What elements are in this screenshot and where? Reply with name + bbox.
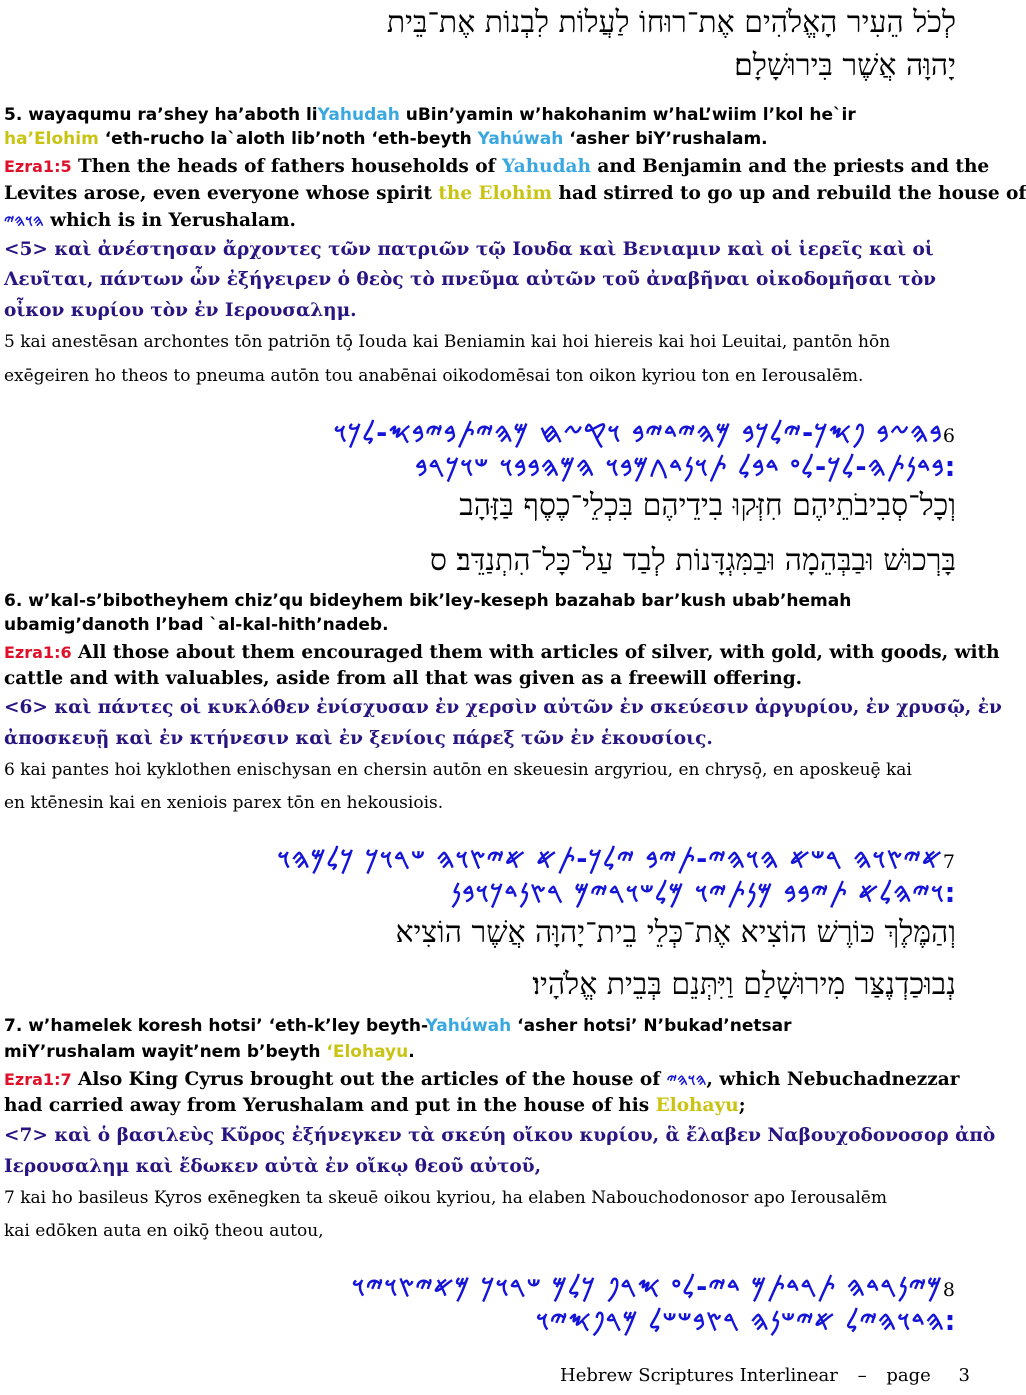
v6-transliteration-line-2: ubamig’danoth l’bad `al-kal-hith’nadeb.: [4, 615, 389, 635]
v7-hebrew-line-1: וְהַמֶּלֶךְ כּוֹרֶשׁ הוֹצִיא אֶת־כְּלֵי בֵית־יָהוָּה אֲשֶׁר הוֹצִיא: [395, 915, 956, 950]
v6-english-line-2: cattle and with valuables, aside from all that was given as a freewill offering.: [4, 668, 803, 689]
v5-greek-line-3: οἶκον κυρίου τὸν ἐν Ιερουσαλημ.: [4, 300, 357, 321]
divine-name-paleo: 𐤄𐤅𐤄𐤉: [4, 211, 44, 230]
v5-greek-line-2: Λευῖται, πάντων ὧν ἐξήγειρεν ὁ θεὸς τὸ πνεῦμα αὐτῶν τοῦ ἀναβῆναι οἰκοδομῆσαι τὸν: [4, 269, 937, 290]
verse-reference: Ezra1:5: [4, 157, 72, 176]
page-footer: [560, 1365, 970, 1386]
v5-hebrew-line-1: לְכֹל הֵעִיר הָאֱלֹהִים אֶת־רוּחוֹ לַעֲלוֹת לִבְנוֹת אֶת־בֵּית: [386, 5, 956, 40]
v5-transliteration-line-1: 5. wayaqumu ra’shey ha’aboth liYahudah uBin’yamin w’hakohanim w’haL’wiim l’kol he`ir: [4, 105, 856, 125]
v6-greek-line-1: <6> καὶ πάντες οἱ κυκλόθεν ἐνίσχυσαν ἐν χερσὶν αὐτῶν ἐν σκεύεσιν ἀργυρίου, ἐν χρυσῷ, ἐν: [4, 697, 1002, 718]
yahuwah-name: Yahúwah: [477, 129, 564, 149]
elohayu-name: ‘Elohayu: [326, 1042, 409, 1062]
v6-paleo-line-2: ׃𐤁𐤃𐤍𐤕𐤄-𐤋𐤊-𐤋𐤏 𐤃𐤁𐤋 𐤕𐤅𐤍𐤃𐤂𐤌𐤁𐤅 𐤄𐤌𐤄𐤁𐤁𐤅 𐤔𐤅𐤊𐤓𐤁: [415, 452, 956, 483]
divine-name-paleo: 𐤄𐤅𐤄𐤉: [666, 1070, 707, 1089]
v7-greek-line-2: Ιερουσαλημ καὶ ἔδωκεν αὐτὰ ἐν οἴκῳ θεοῦ αὐτοῦ,: [4, 1156, 542, 1177]
v6-greek-line-2: ἀποσκευῇ καὶ ἐν κτήνεσιν καὶ ἐν ξενίοις πάρεξ τῶν ἐν ἑκουσίοις.: [4, 728, 713, 749]
verse-reference: Ezra1:6: [4, 643, 72, 662]
v7-transliteration-line-1: 7. w’hamelek koresh hotsi’ ‘eth-k’ley beyth-Yahúwah ‘asher hotsi’ N’bukad’netsar: [4, 1016, 792, 1036]
v7-hebrew-line-2: נְבוּכַדְנֶצַּר מִירוּשָׁלַם וַיִּתְּנֵם בְּבֵית אֱלֹהָיו׃: [532, 967, 956, 1002]
yahuwah-name: Yahúwah: [425, 1016, 512, 1036]
v6-hebrew-line-2: בָּרְכוּשׁ וּבַבְּהֵמָה וּבַמִּגְדָּנוֹת לְבַד עַל־כָּל־הִתְנַדֵּב׃ ס: [429, 543, 956, 578]
v7-transliteration-line-2: miY’rushalam wayit’nem b’beyth ‘Elohayu.: [4, 1042, 415, 1062]
v7-english-line-1: Ezra1:7 Also King Cyrus brought out the articles of the house of 𐤄𐤅𐤄𐤉, which Nebuchadnezzar: [4, 1069, 960, 1090]
v7-greek-line-1: <7> καὶ ὁ βασιλεὺς Κῦρος ἐξήνεγκεν τὰ σκεύη οἴκου κυρίου, ἃ ἔλαβεν Ναβουχοδονοσορ ἀπὸ: [4, 1125, 996, 1146]
v5-english-line-2: Levites arose, even everyone whose spirit the Elohim had stirred to go up and rebuild the house of: [4, 183, 1026, 204]
yahudah-name: Yahudah: [317, 105, 400, 125]
verse-number: 7: [942, 851, 956, 873]
v6-greek-transliteration-line-2: en ktēnesin kai en xeniois parex tōn en hekousiois.: [4, 793, 444, 813]
v7-greek-transliteration-line-2: kai edōken auta en oikō̧ theou autou,: [4, 1221, 324, 1241]
v8-paleo-line-2: ׃𐤄𐤃𐤅𐤄𐤉𐤋 𐤀𐤉𐤔𐤍𐤄 𐤓𐤑𐤁𐤔𐤔𐤋 𐤌𐤓𐤐𐤎𐤉𐤅: [535, 1306, 956, 1337]
footer-dash: –: [857, 1365, 867, 1386]
verse-number: 8: [942, 1279, 956, 1301]
v7-english-line-2: had carried away from Yerushalam and put in the house of his Elohayu;: [4, 1095, 746, 1116]
v5-greek-line-1: <5> καὶ ἀνέστησαν ἄρχοντες τῶν πατριῶν τῷ Ιουδα καὶ Βενιαμιν καὶ οἱ ἱερεῖς καὶ οἱ: [4, 239, 934, 260]
elohayu-name: Elohayu: [655, 1095, 739, 1116]
yahudah-name: Yahudah: [501, 156, 591, 177]
footer-page-label: page: [886, 1365, 931, 1386]
v5-greek-transliteration-line-1: 5 kai anestēsan archontes tōn patriōn tō̧ Iouda kai Beniamin kai hoi hiereis kai hoi Leuitai, pantōn hōn: [4, 332, 891, 352]
v6-paleo-line-1: 6𐤁𐤄𐤆𐤁 𐤐𐤎𐤊-𐤉𐤋𐤊𐤁 𐤌𐤄𐤉𐤃𐤉𐤁 𐤅𐤒𐤆𐤇 𐤌𐤄𐤉𐤕𐤁𐤉𐤁𐤎-𐤋𐤊𐤅: [333, 418, 956, 449]
v6-greek-transliteration-line-1: 6 kai pantes hoi kyklothen enischysan en chersin autōn en skeuesin argyriou, en chrysō̧, en aposkeuȩ̄ kai: [4, 760, 912, 780]
v5-english-line-1: Ezra1:5 Then the heads of fathers households of Yahudah and Benjamin and the priests and the: [4, 156, 990, 177]
v5-english-line-3: 𐤄𐤅𐤄𐤉 which is in Yerushalam.: [4, 210, 296, 231]
v7-greek-transliteration-line-1: 7 kai ho basileus Kyros exēnegken ta skeuē oikou kyriou, ha elaben Nabouchodonosor apo Ierousalēm: [4, 1188, 887, 1208]
v5-transliteration-line-2: ha’Elohim ‘eth-rucho la`aloth lib’noth ‘eth-beyth Yahúwah ‘asher biY’rushalam.: [4, 129, 768, 149]
v6-hebrew-line-1: וְכָל־סְבִיבֹתֵיהֶם חִזְּקוּ בִידֵיהֶם בִּכְלֵי־כֶסֶף בַּזָּהָב: [459, 488, 956, 523]
v7-paleo-line-2: ׃𐤅𐤉𐤄𐤋𐤀 𐤕𐤉𐤁𐤁 𐤌𐤍𐤕𐤉𐤅 𐤌𐤋𐤔𐤅𐤓𐤉𐤌 𐤓𐤑𐤍𐤃𐤊𐤅𐤁𐤍: [450, 878, 956, 909]
footer-title: Hebrew Scriptures Interlinear: [560, 1365, 838, 1386]
verse-reference: Ezra1:7: [4, 1070, 72, 1089]
v5-greek-transliteration-line-2: exēgeiren ho theos to pneuma autōn tou anabēnai oikodomēsai ton oikon kyriou ton en Ierousalēm.: [4, 366, 864, 386]
v7-paleo-line-1: 7𐤀𐤉𐤑𐤅𐤄 𐤓𐤔𐤀 𐤄𐤅𐤄𐤉-𐤕𐤉𐤁 𐤉𐤋𐤊-𐤕𐤀 𐤀𐤉𐤑𐤅𐤄 𐤔𐤓𐤅𐤊 𐤊𐤋𐤌𐤄𐤅: [277, 844, 956, 875]
verse-number: 6: [942, 425, 956, 447]
v5-hebrew-line-2: יָהוָּה אֲשֶׁר בִּירוּשָׁלָם׃: [734, 48, 956, 83]
v8-paleo-line-1: 8𐤌𐤉𐤍𐤓𐤃𐤄 𐤕𐤓𐤃𐤕𐤌 𐤃𐤉-𐤋𐤏 𐤎𐤓𐤐 𐤊𐤋𐤌 𐤔𐤓𐤅𐤊 𐤌𐤀𐤉𐤑𐤅𐤉𐤅: [351, 1272, 956, 1303]
v6-transliteration-line-1: 6. w’kal-s’bibotheyhem chiz’qu bideyhem bik’ley-keseph bazahab bar’kush ubab’hemah: [4, 591, 852, 611]
elohim-name: the Elohim: [438, 183, 553, 204]
footer-page-number: 3: [958, 1365, 970, 1386]
elohim-name: ha’Elohim: [4, 129, 99, 149]
v6-english-line-1: Ezra1:6 All those about them encouraged them with articles of silver, with gold, with goods, with: [4, 642, 1000, 663]
